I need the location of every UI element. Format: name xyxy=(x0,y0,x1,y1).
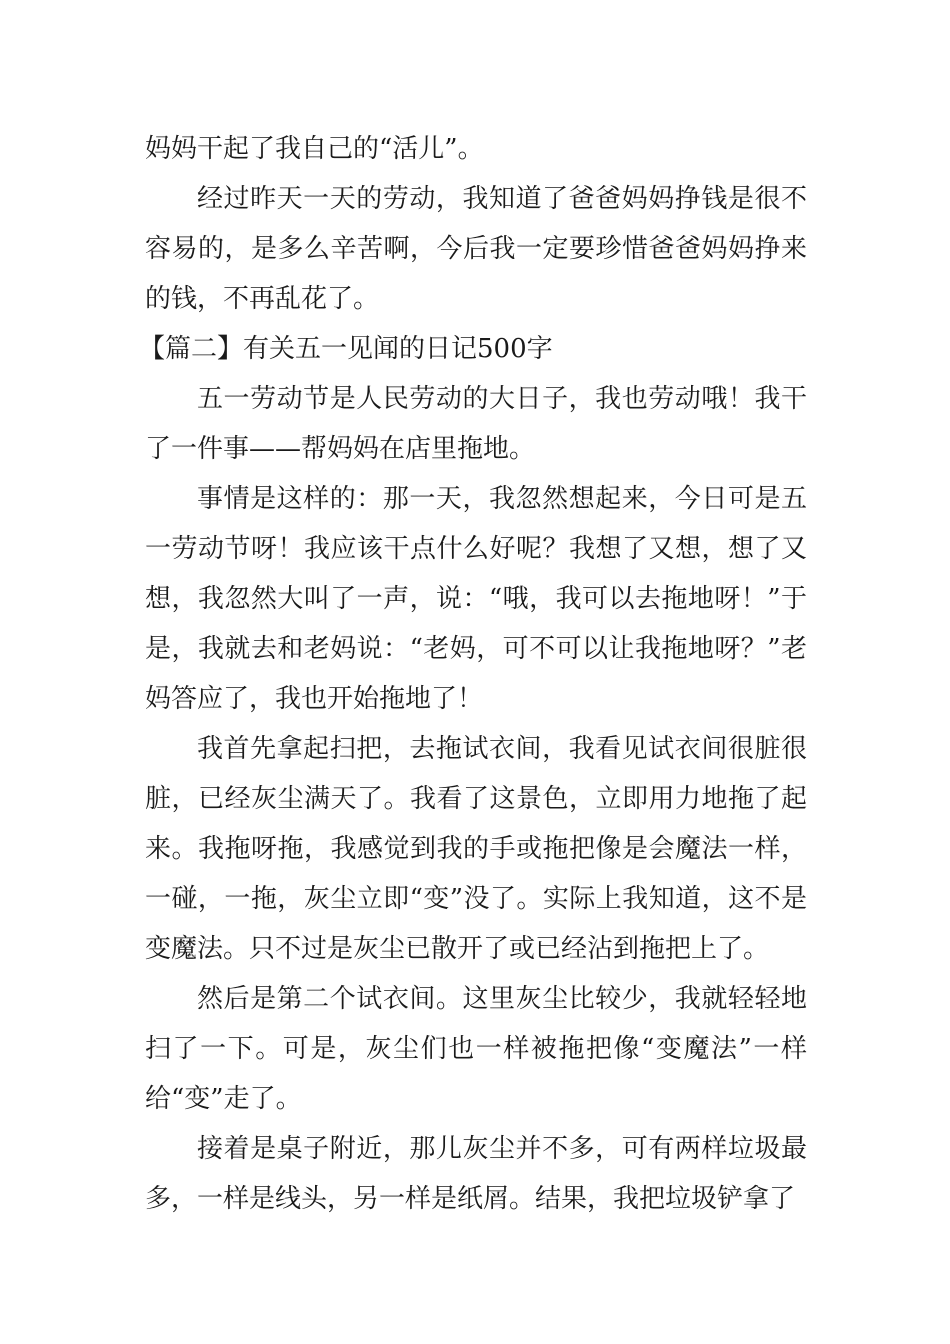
paragraph: 我首先拿起扫把，去拖试衣间，我看见试衣间很脏很脏，已经灰尘满天了。我看了这景色，立即用力地拖了起来。我拖呀拖，我感觉到我的手或拖把像是会魔法一样，一碰，一拖，灰尘立即“变”没了。实际上我知道，这不是变魔法。只不过是灰尘已散开了或已经沾到拖把上了。 xyxy=(145,734,807,964)
paragraph: 五一劳动节是人民劳动的大日子，我也劳动哦！我干了一件事——帮妈妈在店里拖地。 xyxy=(145,384,807,464)
paragraph: 事情是这样的：那一天，我忽然想起来，今日可是五一劳动节呀！我应该干点什么好呢？我想了又想，想了又想，我忽然大叫了一声，说：“哦，我可以去拖地呀！”于是，我就去和老妈说：“老妈，可不可以让我拖地呀？”老妈答应了，我也开始拖地了！ xyxy=(145,484,807,714)
paragraph: 经过昨天一天的劳动，我知道了爸爸妈妈挣钱是很不容易的，是多么辛苦啊，今后我一定要珍惜爸爸妈妈挣来的钱，不再乱花了。 xyxy=(145,184,807,314)
document-body xyxy=(139,124,807,1224)
paragraph: 然后是第二个试衣间。这里灰尘比较少，我就轻轻地扫了一下。可是，灰尘们也一样被拖把像“变魔法”一样给“变”走了。 xyxy=(145,984,807,1114)
section-heading: 【篇二】有关五一见闻的日记500字 xyxy=(139,334,553,364)
paragraph-continuation: 妈妈干起了我自己的“活儿”。 xyxy=(145,134,484,164)
paragraph: 接着是桌子附近，那儿灰尘并不多，可有两样垃圾最多，一样是线头，另一样是纸屑。结果，我把垃圾铲拿了 xyxy=(145,1134,807,1214)
